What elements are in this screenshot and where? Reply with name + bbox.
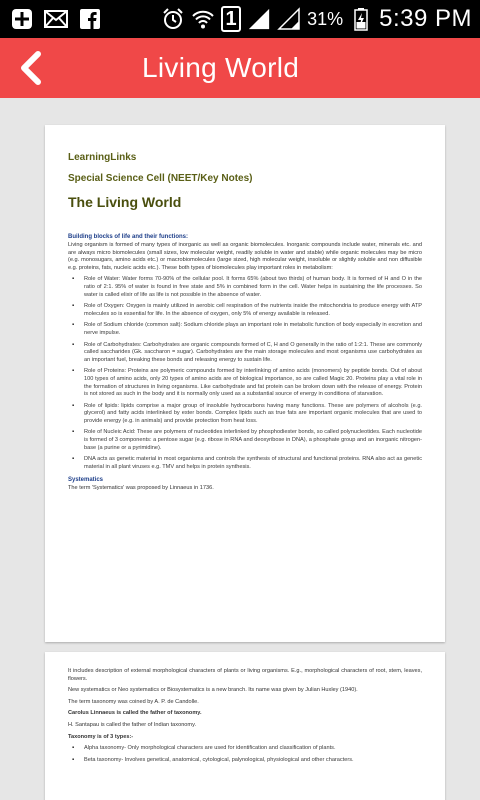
chevron-left-icon [18,51,42,85]
list-item: ▪ DNA acts as genetic material in most organisms and controls the synthesis of structural and functional proteins. RNA also act as genetic material in all plant viruses e.g. TMV and helps in protein synthesis. [72,456,422,471]
list-item: ▪ Role of lipids: lipids comprise a major group of insoluble hydrocarbons having many functions. These are polymers of alcohols (e.g. glycerol) and fatty acids interlinked by ester bonds. Complex lipids such as true fats are important organic molecules that are used to provide energy (e.g. in animals) and provide protection from heat loss. [72,403,422,426]
pdf-page-2 [45,652,445,800]
app-bar [0,38,480,98]
pdf-page-1 [45,125,445,642]
biomolecule-roles-list [68,276,422,471]
sim-slot-indicator: 1 [221,6,241,32]
list-item: ▪ Role of Water: Water forms 70-90% of the cellular pool. It forms 65% (about two thirds) of human body. It is formed of H and O in the ratio of 2:1. 95% of water is found in free state and 5% in combined form in the cell. Water helps in sustaining the life processes. So water is called elixir of life as life is not possible in the absence of water. [72,276,422,299]
section-heading: Building blocks of life and their functions: [68,234,188,240]
pdf-viewer[interactable] [0,98,480,800]
battery-percent: 31% [307,8,344,29]
list-item: ▪ Role of Carbohydrates: Carbohydrates are organic compounds formed of C, H and O generally in the ratio of 1:2:1. These are commonly called saccharides (Gk. saccharon = sugar). Carbohydrates are the main storage molecules and most organisms use carbohydrates as an important fuel, breaking these bonds and releasing energy to sustain life. [72,342,422,365]
page2-line: Carolus Linnaeus is called the father of taxonomy. [68,710,202,717]
doc-title: The Living World [68,194,182,210]
signal-icon-secondary [277,7,301,31]
page2-line: The term taxonomy was coined by A. P. de Candolle. [68,698,199,705]
systematics-heading: Systematics [68,477,104,484]
list-item: ▪ Alpha taxonomy- Only morphological characters are used for identification and classification of plants. [72,745,422,753]
list-item: ▪ Role of Nucleic Acid: These are polymers of nucleotides interlinked by phosphodiester bonds, so called polynucleotides. Each nucleotide is formed of 3 components: a pentose sugar (e.g. ribose in RNA and deoxyribose in DNA), a phosphate group and an inorganic nitrogen-base (a purine or a pyrimidine). [72,429,422,452]
page2-line: H. Santapau is called the father of Indian taxonomy. [68,721,197,728]
clock: 5:39 PM [379,5,472,32]
app-title: Living World [142,52,300,83]
doc-subtitle: Special Science Cell (NEET/Key Notes) [68,173,253,184]
status-bar [0,0,480,38]
facebook-icon [78,7,102,31]
taxonomy-types-list [68,745,422,764]
wifi-icon [191,7,215,31]
list-item: ▪ Role of Oxygen: Oxygen is mainly utilized in aerobic cell respiration of the nutrients inside the mitochondria to produce energy with ATP molecules so is essential for life. In the absence of oxygen, only 5% of energy available is released. [72,303,422,318]
notification-icons [0,7,102,31]
mail-icon [44,7,68,31]
add-icon [10,7,34,31]
page2-line: New systematics or Neo systematics or Biosystematics is a new branch. Its name was given by Julian Huxley (1940). [68,687,358,694]
system-indicators [161,0,472,38]
list-item: ▪ Role of Proteins: Proteins are polymeric compounds formed by interlinking of amino acids (monomers) by peptide bonds. Out of about 100 types of amino acids, only 20 types of amino acids are of biological importance, so are called Magic 20. Proteins play a vital role in the formation of structures in living organisms. Like carbohydrate and fat protein can be broken down with the release of energy. Protein is not stored as such in the body and it is normally only used as a substantial source of energy in conditions of starvation. [72,368,422,398]
page2-line: Taxonomy is of 3 types:- [68,733,134,740]
signal-icon [247,7,271,31]
list-item: ▪ Role of Sodium chloride (common salt): Sodium chloride plays an important role in metabolic function of body especially in excretion and nerve impulse. [72,322,422,337]
systematics-text: The term 'Systematics' was proposed by Linnaeus in 1736. [68,485,214,492]
alarm-icon [161,7,185,31]
list-item: ▪ Beta taxonomy- Involves genetical, anatomical, cytological, palynological, physiological and other characters. [72,757,422,765]
battery-charging-icon [349,7,373,31]
page2-line: It includes description of external morphological characters of plants or living organisms. E.g., morphological characters of root, stem, leaves, flowers. [68,668,422,682]
intro-paragraph: Living organism is formed of many types of inorganic as well as organic biomolecules. Inorganic compounds include water, minerals etc. and are always micro biomolecules (small sizes, low molecular weight, readily soluble in water and stable) while organic molecules may be micro (e.g. monosugars, amino acids etc.) or macrobiomolecules (large sized, high molecular weight, insoluble or slightly soluble and non diffusible e.g. proteins, fats, nucleic acids etc.). These both types of biomolecules play important roles in metabolism: [68,242,422,271]
back-button[interactable] [0,38,60,98]
brand-name: LearningLinks [68,152,137,163]
